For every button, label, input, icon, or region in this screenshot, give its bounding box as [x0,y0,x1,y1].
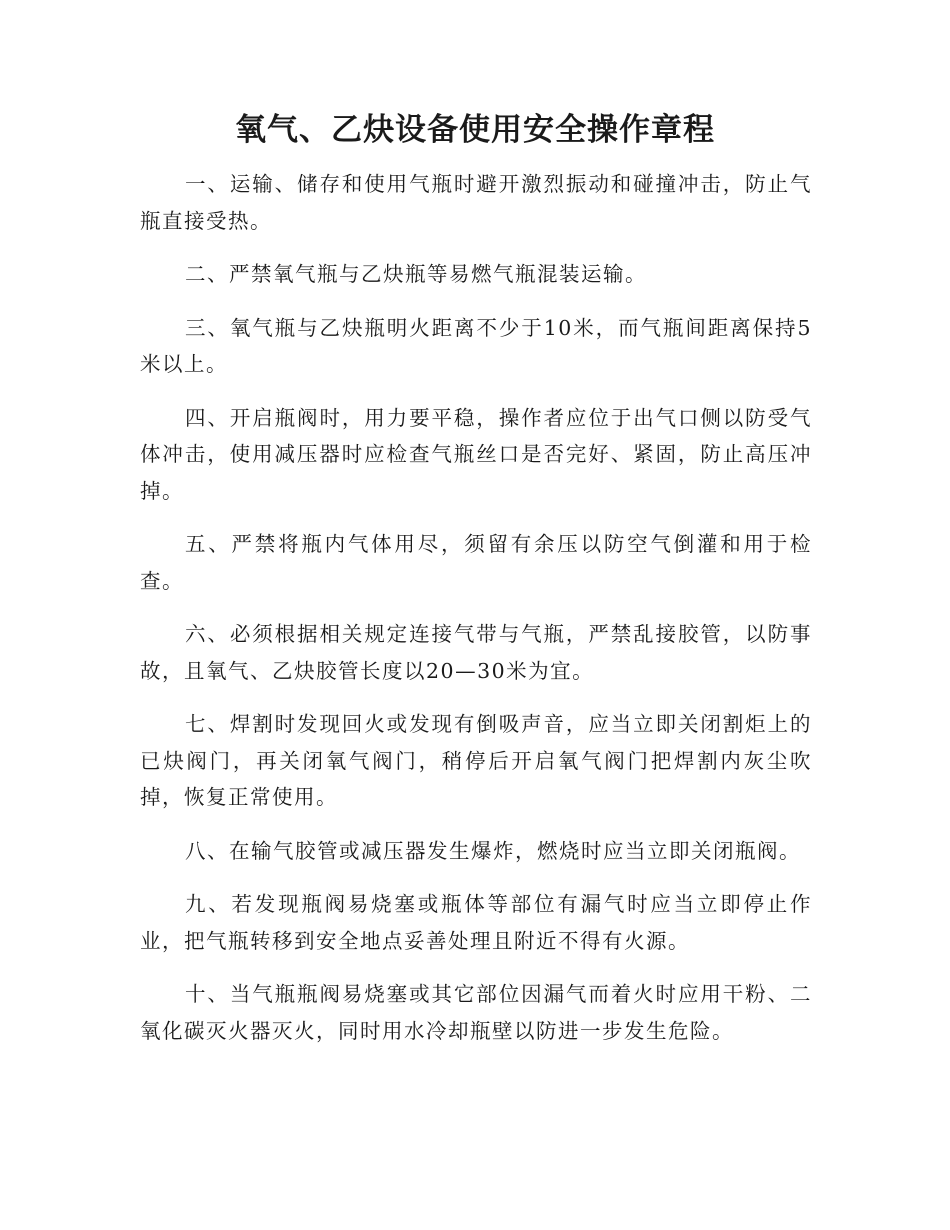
paragraph-4: 四、开启瓶阀时，用力要平稳，操作者应位于出气口侧以防受气体冲击，使用减压器时应检查气瓶丝口是否完好、紧固，防止高压冲掉。 [140,405,812,503]
paragraph-2: 二、严禁氧气瓶与乙炔瓶等易燃气瓶混装运输。 [185,262,647,286]
document-title: 氧气、乙炔设备使用安全操作章程 [235,112,715,148]
paragraph-5: 五、严禁将瓶内气体用尽，须留有余压以防空气倒灌和用于检查。 [140,532,812,593]
paragraph-6: 六、必须根据相关规定连接气带与气瓶，严禁乱接胶管，以防事故，且氧气、乙炔胶管长度以20—30米为宜。 [140,622,812,683]
paragraph-3: 三、氧气瓶与乙炔瓶明火距离不少于10米，而气瓶间距离保持5米以上。 [140,315,812,376]
document-body [140,166,812,1066]
paragraph-7: 七、焊割时发现回火或发现有倒吸声音，应当立即关闭割炬上的已炔阀门，再关闭氧气阀门，稍停后开启氧气阀门把焊割内灰尘吹掉，恢复正常使用。 [140,712,812,809]
paragraph-1: 一、运输、储存和使用气瓶时避开激烈振动和碰撞冲击，防止气瓶直接受热。 [140,172,812,233]
paragraph-8: 八、在输气胶管或减压器发生爆炸，燃烧时应当立即关闭瓶阀。 [185,838,801,863]
paragraph-10: 十、当气瓶瓶阀易烧塞或其它部位因漏气而着火时应用干粉、二氧化碳灭火器灭火，同时用水冷却瓶壁以防进一步发生危险。 [140,982,812,1043]
paragraph-9: 九、若发现瓶阀易烧塞或瓶体等部位有漏气时应当立即停止作业，把气瓶转移到安全地点妥善处理且附近不得有火源。 [140,892,812,953]
